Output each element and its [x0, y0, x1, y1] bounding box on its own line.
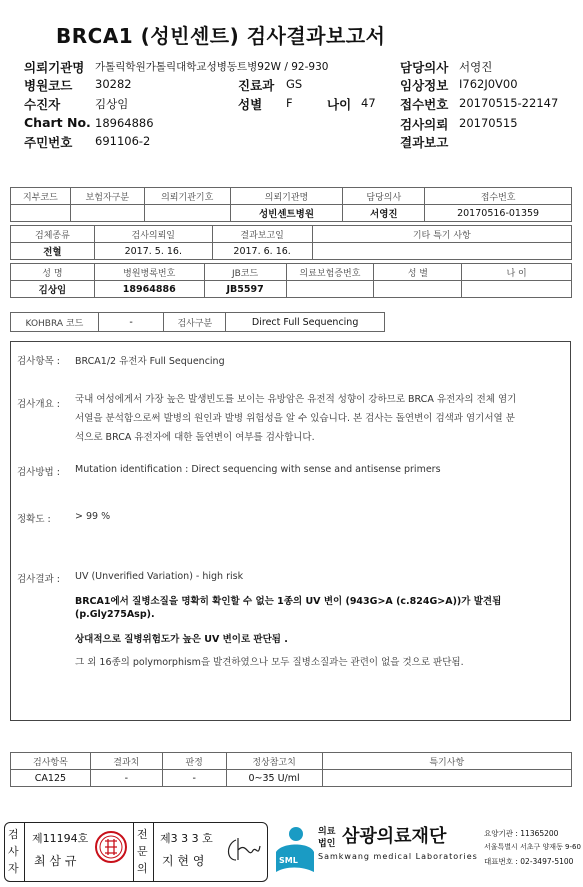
org-prefix-line: 의료 — [318, 827, 336, 837]
summary-line: 석으로 BRCA 유전자에 대한 돌연변이 여부를 검사합니다. — [75, 432, 315, 443]
resident-no-value: 691106-2 — [95, 134, 151, 148]
doctor-char: 전 — [137, 828, 148, 841]
logo-text: SML — [279, 856, 298, 865]
dept-label: 진료과 — [238, 78, 275, 93]
reviewer-char: 사 — [8, 845, 19, 858]
test-type-value: Direct Full Sequencing — [226, 313, 385, 332]
info-header: 의뢰기관기호 — [144, 188, 230, 205]
accuracy-value: > 99 % — [75, 511, 111, 522]
reviewer-seal-icon — [94, 830, 128, 864]
sex-value: F — [286, 96, 293, 110]
institution-label: 의뢰기관명 — [24, 60, 85, 75]
info-cell — [11, 205, 71, 222]
result-line2: BRCA1에서 질병소질을 명확히 확인할 수 없는 1종의 UV 변이 (943G>A (c.824G>A))가 발견됨 — [75, 596, 502, 607]
result-line5: 그 외 16종의 polymorphism을 발견하였으나 모두 질병소질과는 관련이 없을 것으로 판단됨. — [75, 657, 464, 668]
info-cell: 2017. 6. 16. — [212, 243, 312, 260]
reviewer-name: 최 삼 규 — [34, 854, 77, 868]
info-header: 성 별 — [374, 264, 462, 281]
patient-value: 김상임 — [95, 97, 129, 111]
kohbra-value: - — [98, 313, 164, 332]
info-cell: 김상임 — [11, 281, 95, 298]
info-cell — [374, 281, 462, 298]
hospital-code-value: 30282 — [95, 77, 132, 91]
lab-cell: CA125 — [11, 770, 91, 787]
info-cell — [462, 281, 572, 298]
info-cell: 18964886 — [94, 281, 204, 298]
sml-logo-icon — [272, 824, 316, 876]
summary-text — [75, 390, 565, 447]
clinical-info-label: 임상정보 — [400, 78, 449, 93]
test-type-label: 검사구분 — [164, 313, 226, 332]
institution-value: 가톨릭학원가톨릭대학교성병동트병92W / 92-930 — [95, 61, 329, 73]
summary-line: 서열을 분석함으로써 발병의 원인과 발병 위험성을 알 수 있습니다. 본 검사는 돌연변이 검색과 염기서열 분 — [75, 413, 515, 424]
info-header: 보험자구분 — [70, 188, 144, 205]
result-line4: 상대적으로 질병위험도가 높은 UV 변이로 판단됨 . — [75, 634, 288, 645]
info-header: 결과보고일 — [212, 226, 312, 243]
request-date-value: 20170515 — [459, 116, 518, 130]
reviewer-char: 자 — [8, 862, 19, 875]
info-cell — [286, 281, 374, 298]
org-english-name: Samkwang medical Laboratories — [318, 852, 478, 861]
kohbra-table — [10, 312, 385, 332]
kohbra-label: KOHBRA 코드 — [11, 313, 99, 332]
info-header: 검체종류 — [11, 226, 95, 243]
info-table-row2 — [10, 225, 572, 260]
clinical-info-value: I762J0V00 — [459, 77, 518, 91]
chart-no-label: Chart No. — [24, 115, 91, 130]
age-value: 47 — [361, 96, 376, 110]
doctor-char: 의 — [137, 862, 148, 875]
report-date-label: 결과보고 — [400, 135, 449, 150]
lab-phone: 대표번호 : 02-3497-5100 — [484, 857, 574, 866]
lab-header: 정상참고치 — [226, 753, 322, 770]
lab-address: 서울특별시 서초구 양재동 9-60 — [484, 843, 581, 851]
lab-code: 요양기관 : 11365200 — [484, 829, 559, 838]
info-header: 기타 특기 사항 — [312, 226, 571, 243]
info-table-row3 — [10, 263, 572, 298]
age-label: 나이 — [327, 97, 352, 112]
info-header: 의료보험증번호 — [286, 264, 374, 281]
method-label: 검사방법 : — [17, 467, 60, 478]
reviewer-license: 제11194호 — [32, 832, 89, 845]
lab-header: 판정 — [162, 753, 226, 770]
request-date-label: 검사의뢰 — [400, 117, 449, 132]
info-cell: 전혈 — [11, 243, 95, 260]
info-header: 의뢰기관명 — [230, 188, 343, 205]
lab-cell: - — [90, 770, 162, 787]
doctor-char: 문 — [137, 845, 148, 858]
info-header: JB코드 — [204, 264, 286, 281]
doctor-vertical-label — [137, 826, 149, 877]
org-prefix — [318, 826, 335, 850]
org-name: 삼광의료재단 — [342, 826, 447, 847]
info-header: 성 명 — [11, 264, 95, 281]
test-item-value: BRCA1/2 유전자 Full Sequencing — [75, 356, 225, 367]
receipt-no-value: 20170515-22147 — [459, 96, 559, 110]
org-prefix-line: 법인 — [318, 839, 336, 849]
patient-label: 수진자 — [24, 97, 61, 112]
receipt-no-label: 접수번호 — [400, 97, 449, 112]
doctor-signature-icon — [222, 834, 262, 866]
info-cell: 20170516-01359 — [425, 205, 572, 222]
info-header: 지부코드 — [11, 188, 71, 205]
info-cell — [144, 205, 230, 222]
page-title: BRCA1 (성빈센트) 검사결과보고서 — [56, 24, 386, 48]
result-label: 검사결과 : — [17, 574, 60, 585]
lab-header: 결과치 — [90, 753, 162, 770]
lab-cell: - — [162, 770, 226, 787]
reviewer-vertical-label — [8, 826, 20, 877]
info-header: 검사의뢰일 — [94, 226, 212, 243]
doctor-name: 지 현 영 — [162, 854, 205, 868]
lab-header: 특기사항 — [322, 753, 572, 770]
doctor-value: 서영진 — [459, 60, 493, 74]
method-value: Mutation identification : Direct sequencing with sense and antisense primers — [75, 464, 441, 475]
info-cell: 2017. 5. 16. — [94, 243, 212, 260]
lab-cell — [322, 770, 572, 787]
lab-header: 검사항목 — [11, 753, 91, 770]
info-header: 접수번호 — [425, 188, 572, 205]
info-header: 나 이 — [462, 264, 572, 281]
reviewer-char: 검 — [8, 828, 19, 841]
test-item-label: 검사항목 : — [17, 356, 60, 367]
result-line1: UV (Unverified Variation) - high risk — [75, 571, 244, 582]
dept-value: GS — [286, 77, 303, 91]
accuracy-label: 정확도 : — [17, 514, 51, 525]
hospital-code-label: 병원코드 — [24, 78, 73, 93]
info-cell — [312, 243, 571, 260]
info-header: 담당의사 — [343, 188, 425, 205]
info-cell: 서영진 — [343, 205, 425, 222]
info-table — [10, 187, 572, 222]
info-cell: JB5597 — [204, 281, 286, 298]
sex-label: 성별 — [238, 97, 263, 112]
info-header: 병원병록번호 — [94, 264, 204, 281]
summary-line: 국내 여성에게서 가장 높은 발생빈도를 보이는 유방암은 유전적 성향이 강하므로 BRCA 유전자의 전체 염기 — [75, 394, 517, 405]
summary-label: 검사개요 : — [17, 399, 60, 410]
info-cell — [70, 205, 144, 222]
chart-no-value: 18964886 — [95, 116, 154, 130]
info-cell: 성빈센트병원 — [230, 205, 343, 222]
doctor-license: 제3 3 3 호 — [160, 832, 213, 845]
lab-cell: 0~35 U/ml — [226, 770, 322, 787]
doctor-label: 담당의사 — [400, 60, 449, 75]
resident-no-label: 주민번호 — [24, 135, 73, 150]
lab-table — [10, 752, 572, 787]
result-line3: (p.Gly275Asp). — [75, 609, 155, 620]
